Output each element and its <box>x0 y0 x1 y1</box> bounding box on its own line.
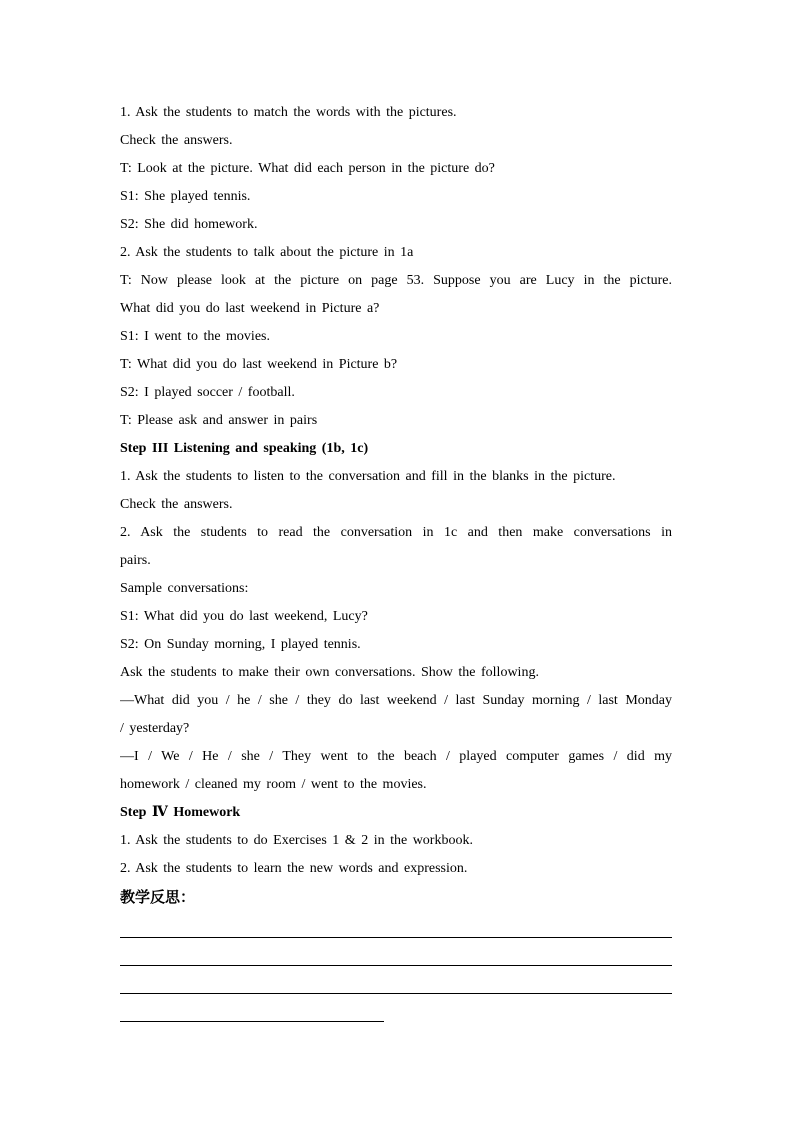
blank-answer-line <box>120 995 672 1023</box>
text-line: S2: She did homework. <box>120 217 258 232</box>
text-line: homework / cleaned my room / went to the movies. <box>120 777 427 792</box>
text-line: T: Look at the picture. What did each person in the picture do? <box>120 161 495 176</box>
text-line: S2: I played soccer / football. <box>120 385 295 400</box>
text-line: S1: She played tennis. <box>120 189 251 204</box>
section-heading: Step Ⅳ Homework <box>120 805 241 820</box>
text-line: 1. Ask the students to listen to the conversation and fill in the blanks in the picture. <box>120 469 616 484</box>
text-line: What did you do last weekend in Picture a? <box>120 301 380 316</box>
text-line: Sample conversations: <box>120 581 249 596</box>
blank-answer-line <box>120 939 672 967</box>
text-line: —What did you / he / she / they do last weekend / last Sunday morning / last Monday <box>120 693 672 708</box>
text-line: 2. Ask the students to learn the new words and expression. <box>120 861 468 876</box>
text-line: T: What did you do last weekend in Picture b? <box>120 357 398 372</box>
text-line: S1: I went to the movies. <box>120 329 270 344</box>
text-line: S2: On Sunday morning, I played tennis. <box>120 637 361 652</box>
blank-answer-line <box>120 967 672 995</box>
text-line: Check the answers. <box>120 497 233 512</box>
text-line: Ask the students to make their own conversations. Show the following. <box>120 665 539 680</box>
text-line: S1: What did you do last weekend, Lucy? <box>120 609 368 624</box>
text-line: 2. Ask the students to talk about the picture in 1a <box>120 245 414 260</box>
text-line: Check the answers. <box>120 133 233 148</box>
document-page <box>120 99 672 1023</box>
text-line: T: Please ask and answer in pairs <box>120 413 318 428</box>
blank-answer-line <box>120 911 672 939</box>
text-line: 1. Ask the students to match the words with the pictures. <box>120 105 457 120</box>
section-heading: Step III Listening and speaking (1b, 1c) <box>120 441 369 456</box>
text-line: —I / We / He / she / They went to the beach / played computer games / did my <box>120 749 672 764</box>
text-line: / yesterday? <box>120 721 190 736</box>
reflection-title: 教学反思： <box>120 888 196 906</box>
text-line: 1. Ask the students to do Exercises 1 & 2 in the workbook. <box>120 833 473 848</box>
text-line: pairs. <box>120 553 151 568</box>
text-line: 2. Ask the students to read the conversation in 1c and then make conversations in <box>120 525 672 540</box>
text-line: T: Now please look at the picture on page 53. Suppose you are Lucy in the picture. <box>120 273 672 288</box>
